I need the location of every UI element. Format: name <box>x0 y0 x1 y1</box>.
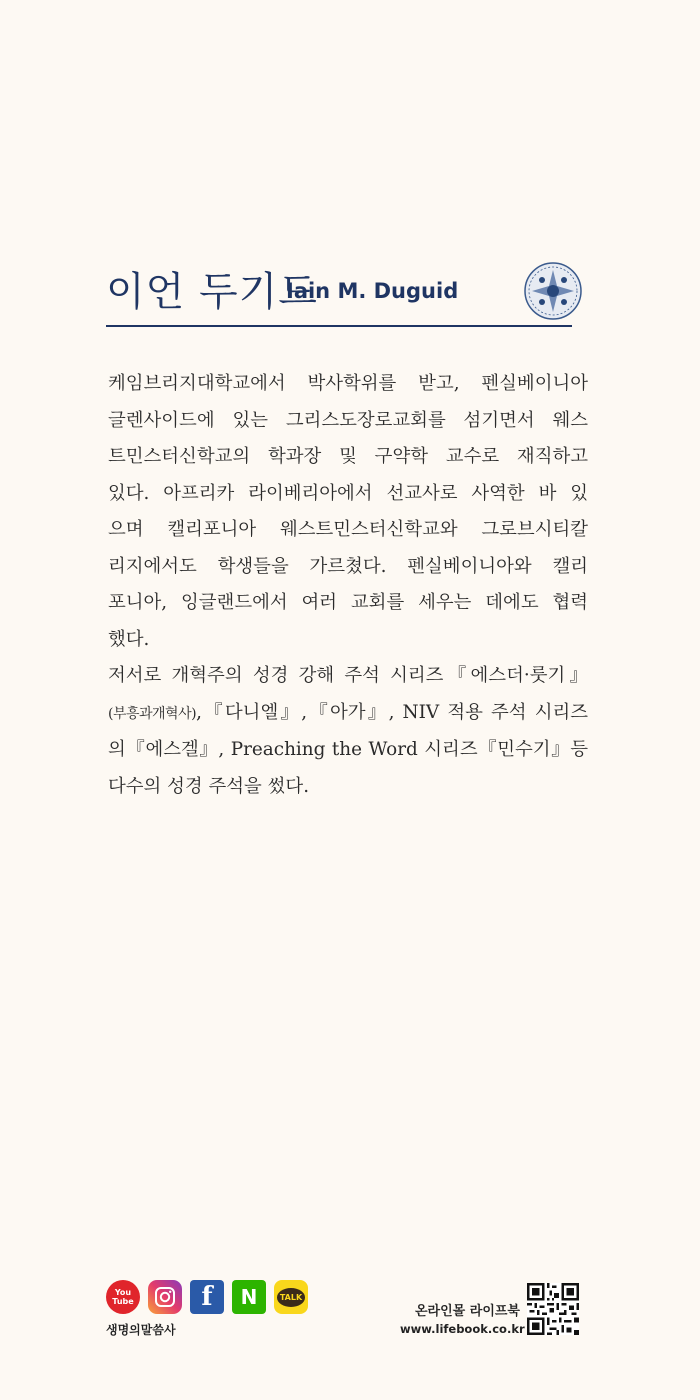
bio-line-text: ,『다니엘』,『아가』, NIV 적용 주석 시리즈 <box>196 701 588 723</box>
youtube-icon[interactable] <box>106 1280 140 1314</box>
bio-line: 저서로 개혁주의 성경 강해 주석 시리즈『에스더·룻기』 <box>108 665 588 686</box>
author-header <box>106 258 582 328</box>
facebook-icon-label: f <box>201 1282 213 1312</box>
facebook-icon[interactable] <box>190 1280 224 1314</box>
qr-code-icon[interactable] <box>527 1283 579 1335</box>
author-bio <box>108 366 588 805</box>
bio-line: 리지에서도 학생들을 가르쳤다. 펜실베이니아와 캘리 <box>108 555 588 577</box>
bio-line: 포니아, 잉글랜드에서 여러 교회를 세우는 데에도 협력 <box>108 592 588 613</box>
shop-url[interactable]: www.lifebook.co.kr <box>400 1322 525 1336</box>
emblem-icon <box>524 262 582 320</box>
instagram-icon[interactable] <box>148 1280 182 1314</box>
bio-line: 다수의 성경 주석을 썼다. <box>108 775 310 797</box>
instagram-glyph <box>153 1285 177 1309</box>
bio-line: 으며 캘리포니아 웨스트민스터신학교와 그로브시티칼 <box>108 519 588 540</box>
publisher-note: (부흥과개혁사) <box>108 705 197 722</box>
author-name-english: Iain M. Duguid <box>286 279 459 303</box>
youtube-icon-label: You Tube <box>112 1288 134 1306</box>
bio-line: 글렌사이드에 있는 그리스도장로교회를 섬기면서 웨스 <box>108 409 588 431</box>
naver-icon[interactable] <box>232 1280 266 1314</box>
naver-icon-label: N <box>240 1285 258 1309</box>
shop-name: 온라인몰 라이프북 <box>415 1304 520 1319</box>
header-divider <box>106 325 572 327</box>
online-shop <box>400 1300 525 1336</box>
bio-line: 트민스터신학교의 학과장 및 구약학 교수로 재직하고 <box>108 446 588 467</box>
bio-line <box>108 695 588 733</box>
bio-line: 의『에스겔』, Preaching the Word 시리즈『민수기』등 <box>108 739 588 760</box>
kakao-icon[interactable] <box>274 1280 308 1314</box>
kakao-icon-label: TALK <box>277 1288 305 1307</box>
bio-line: 있다. 아프리카 라이베리아에서 선교사로 사역한 바 있 <box>108 482 588 504</box>
bio-line: 케임브리지대학교에서 박사학위를 받고, 펜실베이니아 <box>108 373 588 394</box>
author-name-korean: 이언 두기드 <box>106 269 318 315</box>
publisher-name: 생명의말씀사 <box>106 1323 176 1337</box>
bio-line: 했다. <box>108 628 150 650</box>
